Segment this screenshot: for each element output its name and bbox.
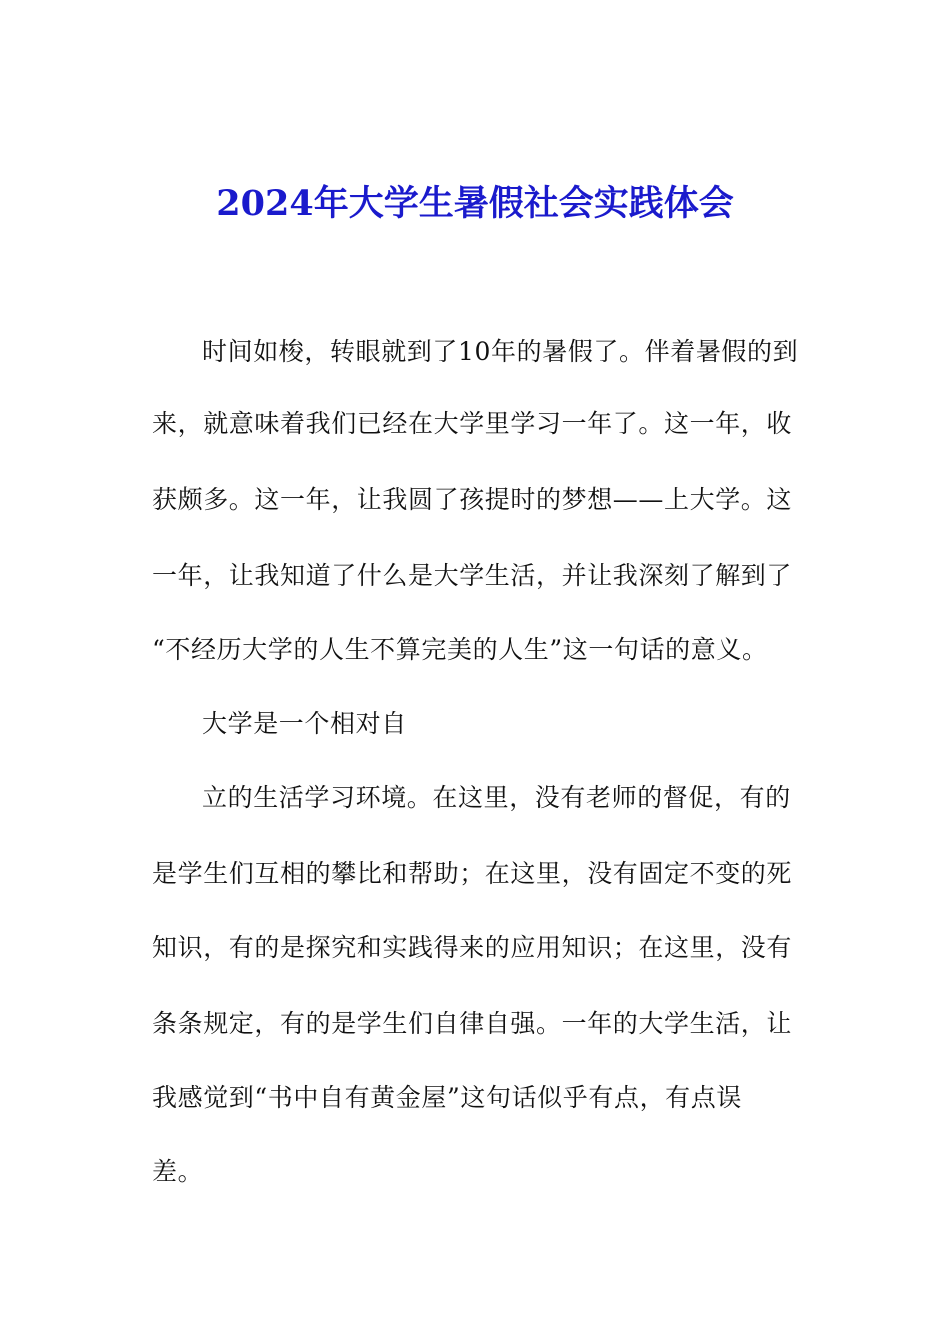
paragraph-3-line-3: 知识，有的是探究和实践得来的应用知识；在这里，没有 — [152, 933, 793, 962]
paragraph-3-line-4: 条条规定，有的是学生们自律自强。一年的大学生活，让 — [152, 1009, 793, 1038]
paragraph-3-line-5: 我感觉到“书中自有黄金屋”这句话似乎有点，有点误 — [152, 1083, 742, 1112]
paragraph-3-line-6: 差。 — [152, 1157, 204, 1186]
paragraph-1-line-5: “不经历大学的人生不算完美的人生”这一句话的意义。 — [152, 635, 768, 664]
paragraph-1-line-2: 来，就意味着我们已经在大学里学习一年了。这一年，收 — [152, 409, 793, 438]
paragraph-1-line-4: 一年，让我知道了什么是大学生活，并让我深刻了解到了 — [152, 561, 793, 590]
paragraph-1-line-1: 时间如梭，转眼就到了10年的暑假了。伴着暑假的到 — [202, 337, 799, 366]
document-title: 2024年大学生暑假社会实践体会 — [216, 183, 734, 224]
paragraph-1-line-3: 获颇多。这一年，让我圆了孩提时的梦想——上大学。这 — [152, 485, 793, 514]
paragraph-3-line-1: 立的生活学习环境。在这里，没有老师的督促，有的 — [202, 783, 791, 812]
paragraph-2-line-1: 大学是一个相对自 — [202, 709, 407, 738]
paragraph-3-line-2: 是学生们互相的攀比和帮助；在这里，没有固定不变的死 — [152, 859, 793, 888]
